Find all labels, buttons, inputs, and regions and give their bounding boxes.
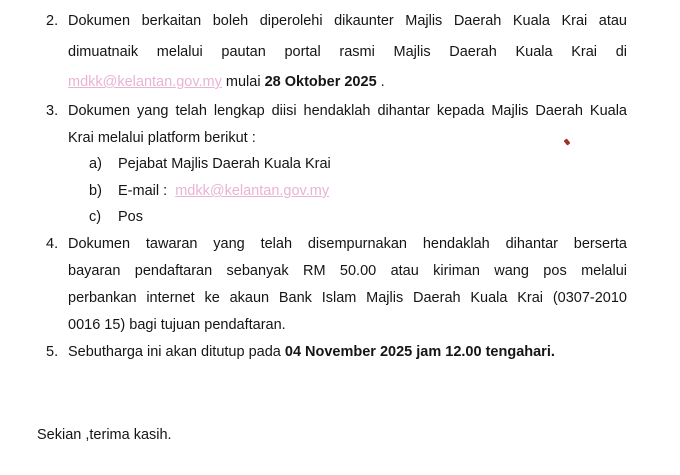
email-link[interactable]: mdkk@kelantan.gov.my xyxy=(175,183,330,199)
item-4-line-1: Dokumen tawaran yang telah disempurnakan hendaklah dihantar berserta xyxy=(68,236,627,252)
sub-item-b-content xyxy=(118,181,329,201)
item-4-line-3: perbankan internet ke akaun Bank Islam Majlis Daerah Kuala Krai (0307-2010 xyxy=(68,290,627,306)
item-number: 2. xyxy=(46,13,59,29)
start-date: 28 Oktober 2025 xyxy=(264,74,377,90)
sub-item-marker: b) xyxy=(89,183,102,199)
after-link-text: mulai xyxy=(221,74,265,90)
item-number: 3. xyxy=(46,103,59,119)
line-end: . xyxy=(376,74,385,90)
sub-item-marker: a) xyxy=(89,156,102,172)
item-3-line-1: Dokumen yang telah lengkap diisi hendaklah dihantar kepada Majlis Daerah Kuala xyxy=(68,103,627,119)
item-5-text: Sebutharga ini akan ditutup pada xyxy=(68,344,285,360)
item-2-line-3 xyxy=(68,72,385,92)
sub-item-text: Pos xyxy=(118,209,143,225)
item-2-line-2: dimuatnaik melalui pautan portal rasmi Majlis Daerah Kuala Krai di xyxy=(68,44,627,60)
item-4-line-2: bayaran pendaftaran sebanyak RM 50.00 atau kiriman wang pos melalui xyxy=(68,263,627,279)
ink-mark xyxy=(564,138,571,145)
item-3-line-2: Krai melalui platform berikut : xyxy=(68,130,256,146)
closing-deadline: 04 November 2025 jam 12.00 tengahari. xyxy=(284,344,555,360)
item-2-line-1: Dokumen berkaitan boleh diperolehi dikaunter Majlis Daerah Kuala Krai atau xyxy=(68,13,627,29)
item-number: 5. xyxy=(46,344,59,360)
email-link[interactable]: mdkk@kelantan.gov.my xyxy=(68,74,222,90)
item-number: 4. xyxy=(46,236,59,252)
sub-item-text: Pejabat Majlis Daerah Kuala Krai xyxy=(118,156,331,172)
item-5-line xyxy=(68,342,555,362)
sub-item-marker: c) xyxy=(89,209,102,225)
sub-item-text: E-mail : xyxy=(118,183,168,199)
item-4-line-4: 0016 15) bagi tujuan pendaftaran. xyxy=(68,317,286,333)
closing-text: Sekian ,terima kasih. xyxy=(37,427,172,443)
